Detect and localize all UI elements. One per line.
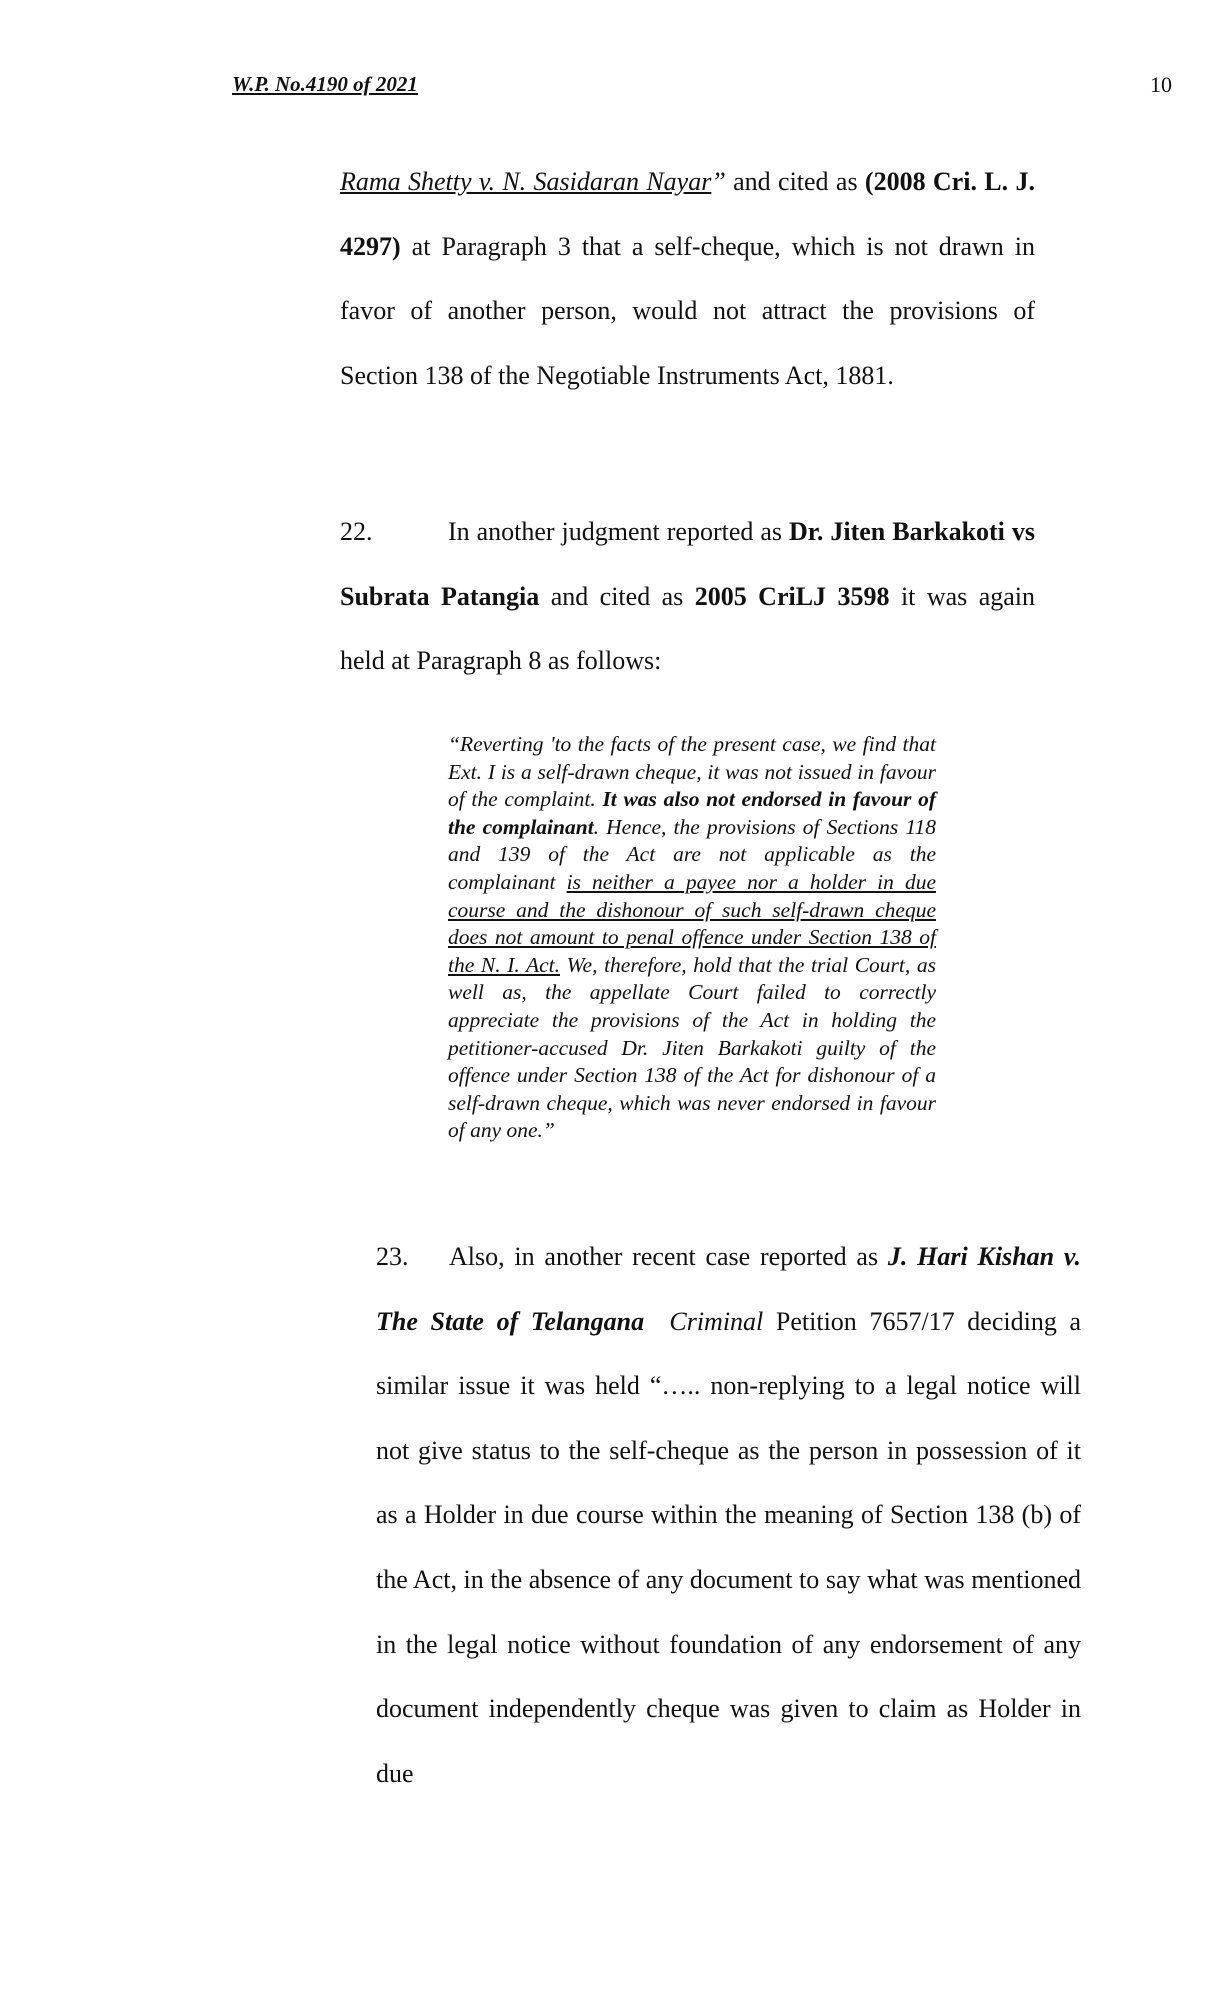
citation-2008: (2008 Cri. L. J. 4297) [340, 167, 1035, 261]
paragraph-text: and cited as [725, 167, 865, 196]
paragraph-text: and cited as [539, 581, 695, 611]
block-quote [448, 731, 936, 1145]
paragraph-text: at Paragraph 3 that a self-cheque, which is not drawn in favor of another person, would not attract the provisions of Section 138 of the Negotiable Instruments Act, 1881. [340, 231, 1035, 390]
paragraph-23 [376, 1225, 1081, 1806]
case-name-rama-shetty: Rama Shetty v. N. Sasidaran Nayar [340, 167, 712, 196]
quote-underlined-text: is neither a payee nor a holder in due course and the dishonour of such self-drawn cheque does not amount to penal offence under Section 138 of the N. I. Act. [448, 869, 936, 977]
case-number-header: W.P. No.4190 of 2021 [232, 72, 418, 96]
paragraph-number: 23. [376, 1242, 409, 1271]
paragraph-text: In another judgment reported as [448, 517, 789, 546]
italic-word: Criminal [669, 1306, 764, 1336]
quote-text: “Reverting 'to the facts of the present case, we find that Ext. I is a self-drawn cheque, it was not issued in favour of the complaint. [448, 732, 936, 812]
paragraph-text: it was again held at Paragraph 8 as follows: [340, 581, 1035, 675]
spacing-gap [644, 1307, 669, 1336]
quote-bold-text: It was also not endorsed in favour of the complainant [448, 787, 936, 839]
paragraph-22 [340, 500, 1035, 694]
page-number: 10 [1150, 72, 1172, 97]
paragraph-text: Petition 7657/17 deciding a similar issue it was held “….. non-replying to a legal notice will not give status to the self-cheque as the person in possession of it as a Holder in due course within the meaning of Section 138 (b) of the Act, in the absence of any document to say what was mentioned in the legal notice without foundation of any endorsement of any document independently cheque was given to claim as Holder in due [376, 1306, 1082, 1788]
citation-2005: 2005 CriLJ 3598 [694, 581, 890, 611]
quote-text: We, therefore, hold that the trial Court, as well as, the appellate Court failed to correctly appreciate the provisions of the Act in holding the petitioner-accused Dr. Jiten Barkakoti guilty of the offence under Section 138 of the Act for dishonour of a self-drawn cheque, which was never endorsed in favour of any one.” [448, 952, 936, 1143]
paragraph-number: 22. [340, 517, 373, 546]
case-name-jiten-barkakoti: Dr. Jiten Barkakoti vs Subrata Patangia [340, 517, 1035, 611]
closing-quote-mark: ” [711, 167, 726, 196]
quote-text: . Hence, the provisions of Sections 118 and 139 of the Act are not applicable as the complainant [448, 814, 936, 894]
paragraph-text: Also, in another recent case reported as [449, 1242, 888, 1271]
paragraph-continuation [340, 150, 1035, 408]
case-name-hari-kishan: J. Hari Kishan v. The State of Telangana [376, 1242, 1081, 1336]
